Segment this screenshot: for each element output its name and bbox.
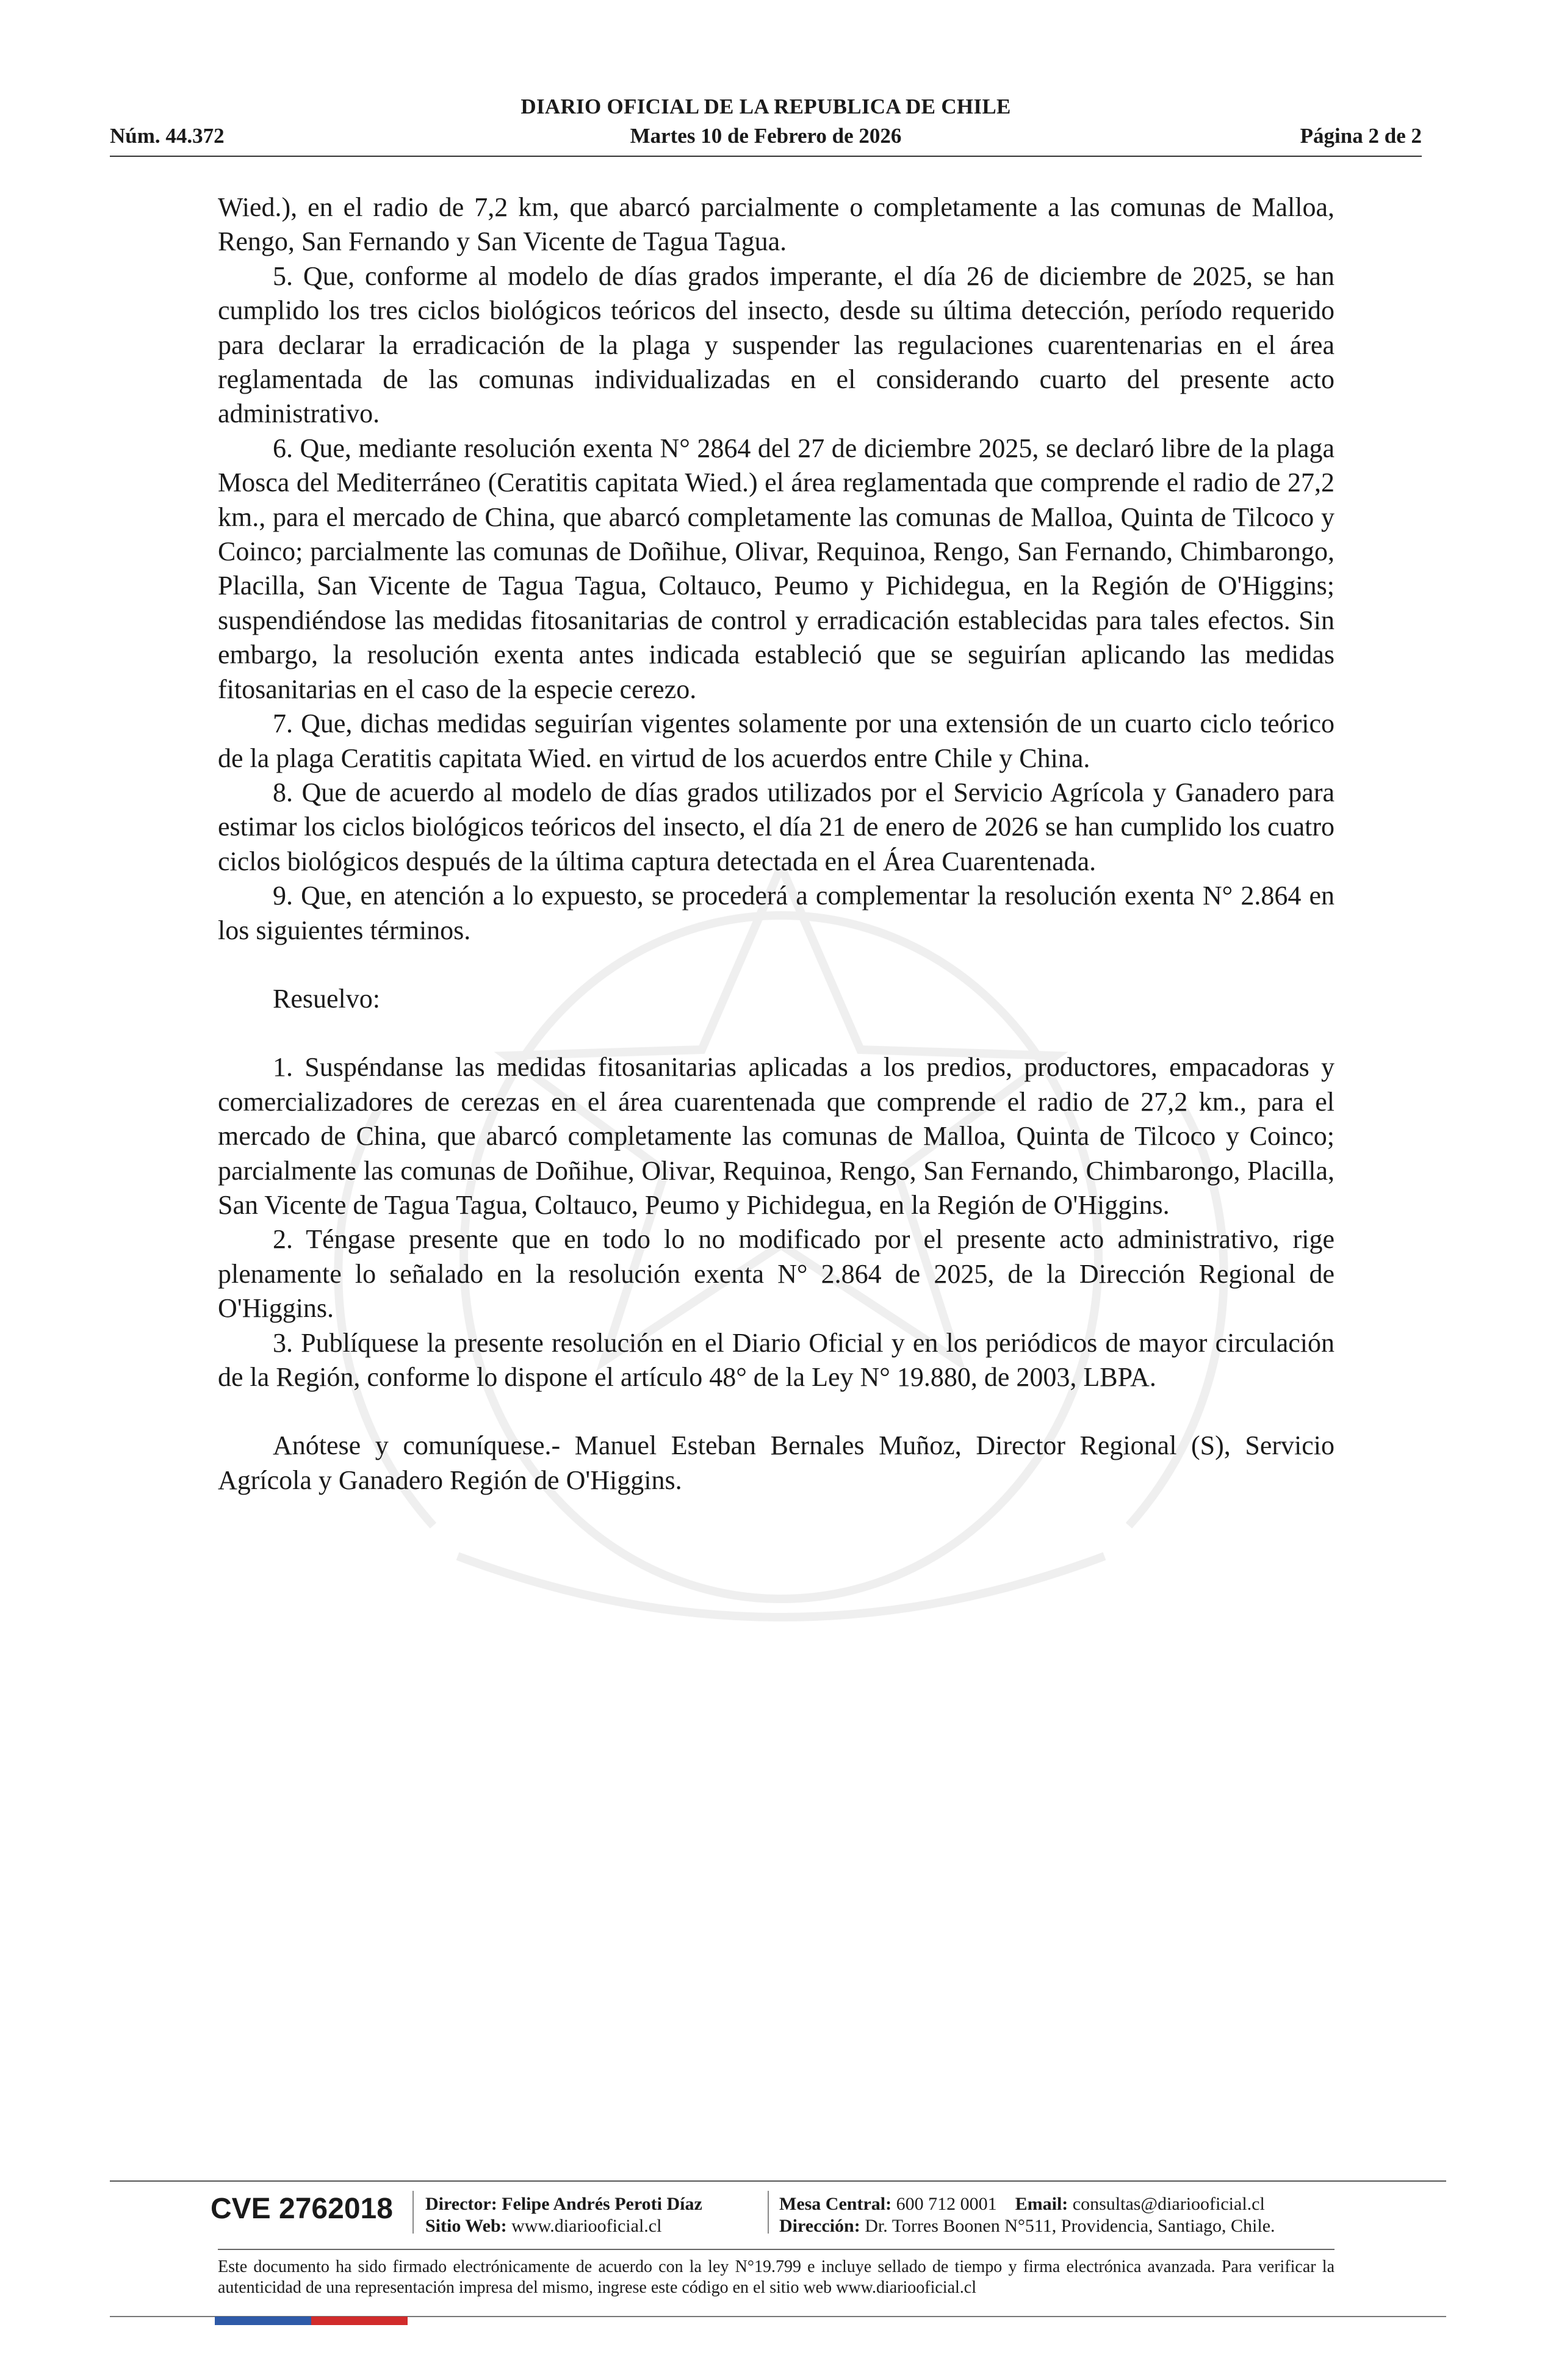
mesa-label: Mesa Central: (779, 2194, 892, 2214)
issue-number: Núm. 44.372 (110, 124, 225, 148)
site-label: Sitio Web: (425, 2216, 507, 2236)
paragraph: 6. Que, mediante resolución exenta N° 2864 del 27 de diciembre 2025, se declaró libre de la plaga Mosca del Mediterráneo (Ceratitis capitata Wied.) el área reglamentada que comprende el radio de 27,2 km., para el mercado de China, que abarcó completamente las comunas de Malloa, Quinta de Tilcoco y Coinco; parcialmente las comunas de Doñihue, Olivar, Requinoa, Rengo, San Fernando, Chimbarongo, Placilla, San Vicente de Tagua Tagua, Coltauco, Peumo y Pichidegua, en la Región de O'Higgins; suspendiéndose las medidas fitosanitarias de control y erradicación establecidas para tales efectos. Sin embargo, la resolución exenta antes indicada estableció que se seguirían aplicando las medidas fitosanitarias en el caso de la especie cerezo. (218, 433, 1334, 704)
closing-signature: Anótese y comuníquese.- Manuel Esteban Bernales Muñoz, Director Regional (S), Servicio Agrícola y Ganadero Región de O'Higgins. (218, 1430, 1334, 1495)
header-divider (110, 156, 1422, 157)
director-name: Felipe Andrés Peroti Díaz (502, 2194, 702, 2214)
resolution-heading: Resuelvo: (273, 983, 380, 1014)
publication-title: DIARIO OFICIAL DE LA REPUBLICA DE CHILE (520, 95, 1011, 118)
footer-separator (768, 2191, 769, 2234)
director-label: Director: (425, 2194, 497, 2214)
footer-divider-mid (218, 2249, 1334, 2250)
resolution-item: 1. Suspéndanse las medidas fitosanitarias aplicadas a los predios, productores, empacadoras y comercializadores de cerezas en el área cuarentenada que comprende el radio de 27,2 km., para el mercado de China, que abarcó completamente las comunas de Malloa, Quinta de Tilcoco y Coinco; parcialmente las comunas de Doñihue, Olivar, Requinoa, Rengo, San Fernando, Chimbarongo, Placilla, San Vicente de Tagua Tagua, Coltauco, Peumo y Pichidegua, en la Región de O'Higgins. (218, 1052, 1334, 1220)
footer-divider-top (110, 2180, 1446, 2182)
document-body (218, 190, 1334, 1498)
site-link[interactable]: www.diariooficial.cl (511, 2216, 662, 2236)
footer-contact-block (779, 2193, 1275, 2237)
footer-director-block (425, 2193, 702, 2237)
mesa-phone: 600 712 0001 (896, 2194, 997, 2214)
paragraph: 8. Que de acuerdo al modelo de días grados utilizados por el Servicio Agrícola y Ganadero para estimar los ciclos biológicos teóricos del insecto, el día 21 de enero de 2026 se han cumplido los cuatro ciclos biológicos después de la última captura detectada en el Área Cuarentenada. (218, 777, 1334, 876)
paragraph: 7. Que, dichas medidas seguirían vigentes solamente por una extensión de un cuarto ciclo teórico de la plaga Ceratitis capitata Wied. en virtud de los acuerdos entre Chile y China. (218, 709, 1334, 773)
resolution-item: 2. Téngase presente que en todo lo no modificado por el presente acto administrativo, rige plenamente lo señalado en la resolución exenta N° 2.864 de 2025, de la Dirección Regional de O'Higgins. (218, 1224, 1334, 1324)
page-number: Página 2 de 2 (1300, 124, 1422, 148)
address-value: Dr. Torres Boonen N°511, Providencia, Santiago, Chile. (865, 2216, 1275, 2236)
flag-stripe (215, 2317, 408, 2325)
issue-date: Martes 10 de Febrero de 2026 (630, 124, 902, 148)
flag-blue-band (215, 2317, 311, 2325)
paragraph: 9. Que, en atención a lo expuesto, se procederá a complementar la resolución exenta N° 2.864 en los siguientes términos. (218, 881, 1334, 945)
resolution-item: 3. Publíquese la presente resolución en el Diario Oficial y en los periódicos de mayor circulación de la Región, conforme lo dispone el artículo 48° de la Ley N° 19.880, de 2003, LBPA. (218, 1327, 1334, 1392)
footer-separator (412, 2191, 414, 2234)
flag-red-band (311, 2317, 408, 2325)
email-label: Email: (1015, 2194, 1068, 2214)
cve-code: CVE 2762018 (211, 2193, 393, 2225)
page-header (110, 95, 1422, 156)
paragraph: 5. Que, conforme al modelo de días grados imperante, el día 26 de diciembre de 2025, se han cumplido los tres ciclos biológicos teóricos del insecto, desde su última detección, período requerido para declarar la erradicación de la plaga y suspender las regulaciones cuarentenarias en el área reglamentada de las comunas individualizadas en el considerando cuarto del presente acto administrativo. (218, 261, 1334, 429)
paragraph: Wied.), en el radio de 7,2 km, que abarcó parcialmente o completamente a las comunas de Malloa, Rengo, San Fernando y San Vicente de Tagua Tagua. (218, 192, 1334, 257)
footer-legal-notice: Este documento ha sido firmado electrónicamente de acuerdo con la ley N°19.799 e incluye sellado de tiempo y firma electrónica avanzada. Para verificar la autenticidad de una representación impresa del mismo, ingrese este código en el sitio web www.diariooficial.cl (218, 2257, 1334, 2297)
address-label: Dirección: (779, 2216, 860, 2236)
email-link[interactable]: consultas@diariooficial.cl (1072, 2194, 1265, 2214)
